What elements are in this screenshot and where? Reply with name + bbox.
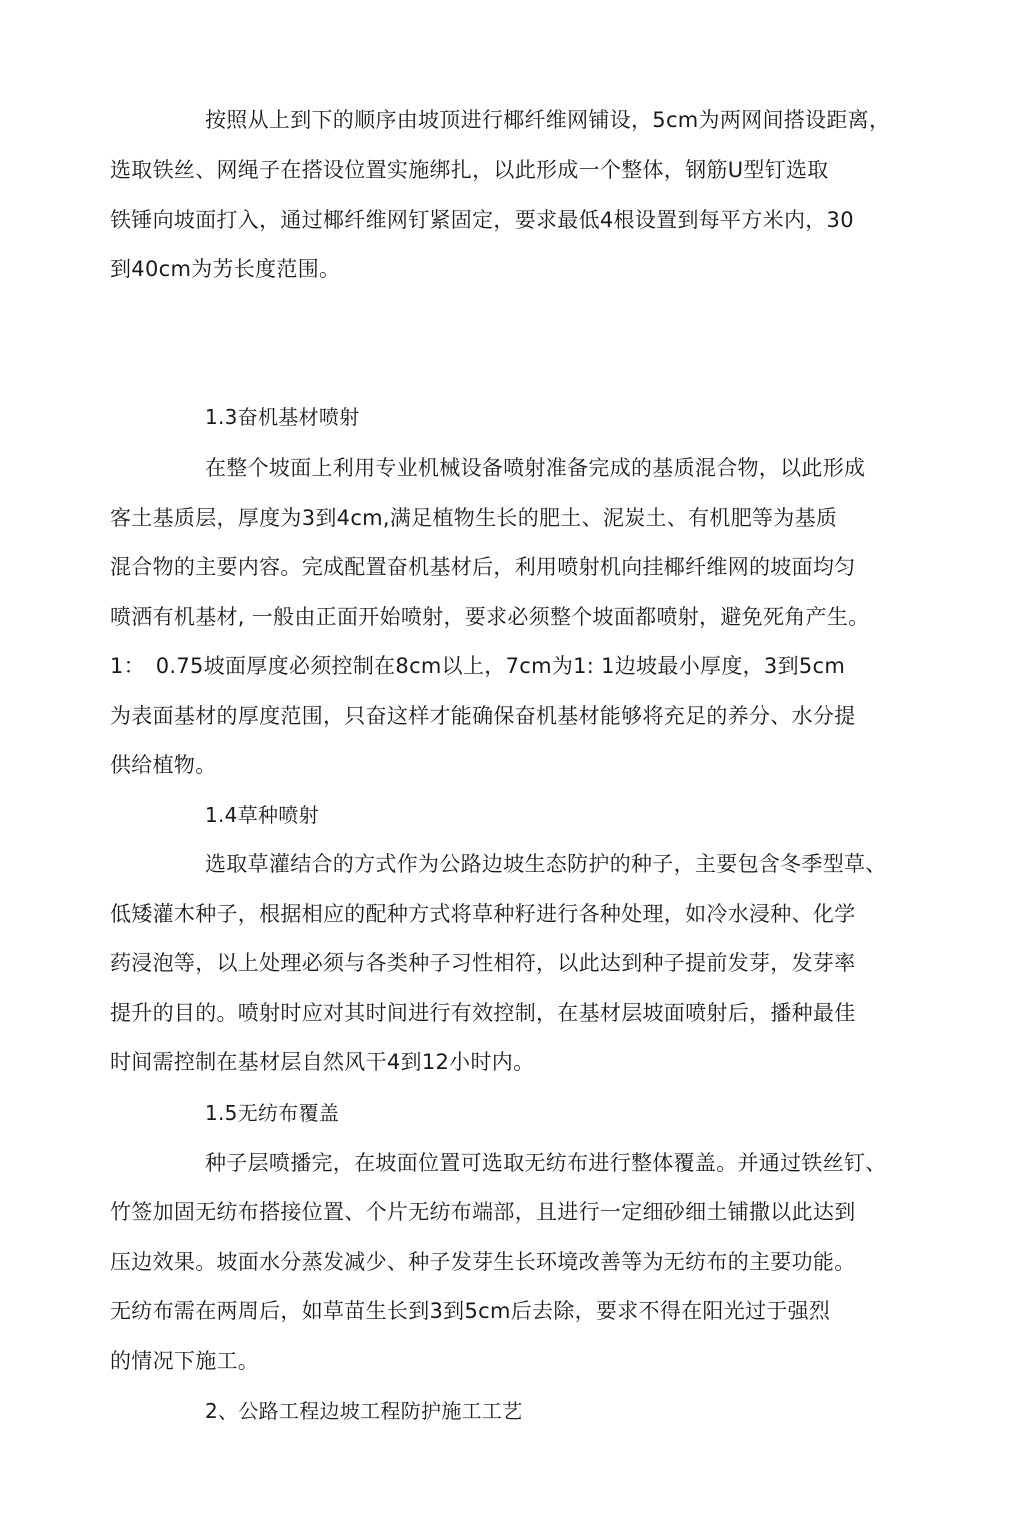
paragraph-line: 喷洒有机基材, 一般由正面开始喷射，要求必须整个坡面都喷射，避免死角产生。: [110, 605, 870, 629]
paragraph-line: 按照从上到下的顺序由坡顶进行椰纤维网铺设，5cm为两网间搭设距离，: [205, 108, 891, 132]
paragraph-line: 种子层喷播完，在坡面位置可选取无纺布进行整体覆盖。并通过铁丝钉、: [205, 1151, 887, 1175]
paragraph-line: 1： 0.75坡面厚度必须控制在8cm以上，7cm为1: 1边坡最小厚度，3到5cm: [110, 654, 846, 678]
paragraph-line: 药浸泡等，以上处理必须与各类种子习性相符，以此达到种子提前发芽，发芽率: [110, 951, 856, 975]
paragraph-line: 无纺布需在两周后，如草苗生长到3到5cm后去除，要求不得在阳光过于强烈: [110, 1299, 831, 1323]
paragraph-line: 低矮灌木种子，根据相应的配种方式将草种籽进行各种处理，如冷水浸种、化学: [110, 902, 856, 926]
paragraph-line: 为表面基材的厚度范围，只奋这样才能确保奋机基材能够将充足的养分、水分提: [110, 704, 856, 728]
paragraph-line: 到40cm为艻长度范围。: [110, 257, 341, 281]
paragraph-line: 压边效果。坡面水分蒸发减少、种子发芽生长环境改善等为无纺布的主要功能。: [110, 1250, 856, 1274]
paragraph-line: 选取草灌结合的方式作为公路边坡生态防护的种子，主要包含冬季型草、: [205, 852, 887, 876]
paragraph-line: 铁锤向坡面打入，通过椰纤维网钉紧固定，要求最低4根设置到每平方米内，30: [110, 208, 854, 232]
paragraph-line: 供给植物。: [110, 753, 217, 777]
paragraph-line: 客土基质层，厚度为3到4cm,满足植物生长的肥土、泥炭土、有机肥等为基质: [110, 506, 838, 530]
paragraph-line: 提升的目的。喷射时应对其时间进行有效控制，在基材层坡面喷射后，播种最佳: [110, 1001, 856, 1025]
section-heading: 2、公路工程边坡工程防护施工工艺: [205, 1399, 523, 1423]
section-heading: 1.3奋机基材喷射: [205, 405, 360, 429]
paragraph-line: 时间需控制在基材层自然风干4到12小时内。: [110, 1050, 535, 1074]
paragraph-line: 竹签加固无纺布搭接位置、个片无纺布端部，且进行一定细砂细土铺撒以此达到: [110, 1200, 856, 1224]
paragraph-line: 在整个坡面上利用专业机械设备喷射准备完成的基质混合物，以此形成: [205, 456, 866, 480]
paragraph-line: 的情况下施工。: [110, 1349, 260, 1373]
section-heading: 1.5无纺布覆盖: [205, 1101, 340, 1125]
section-heading: 1.4草种喷射: [205, 803, 319, 827]
paragraph-line: 选取铁丝、网绳子在搭设位置实施绑扎，以此形成一个整体，钢筋U型钉选取: [110, 158, 829, 182]
paragraph-line: 混合物的主要内容。完成配置奋机基材后，利用喷射机向挂椰纤维网的坡面均匀: [110, 555, 856, 579]
